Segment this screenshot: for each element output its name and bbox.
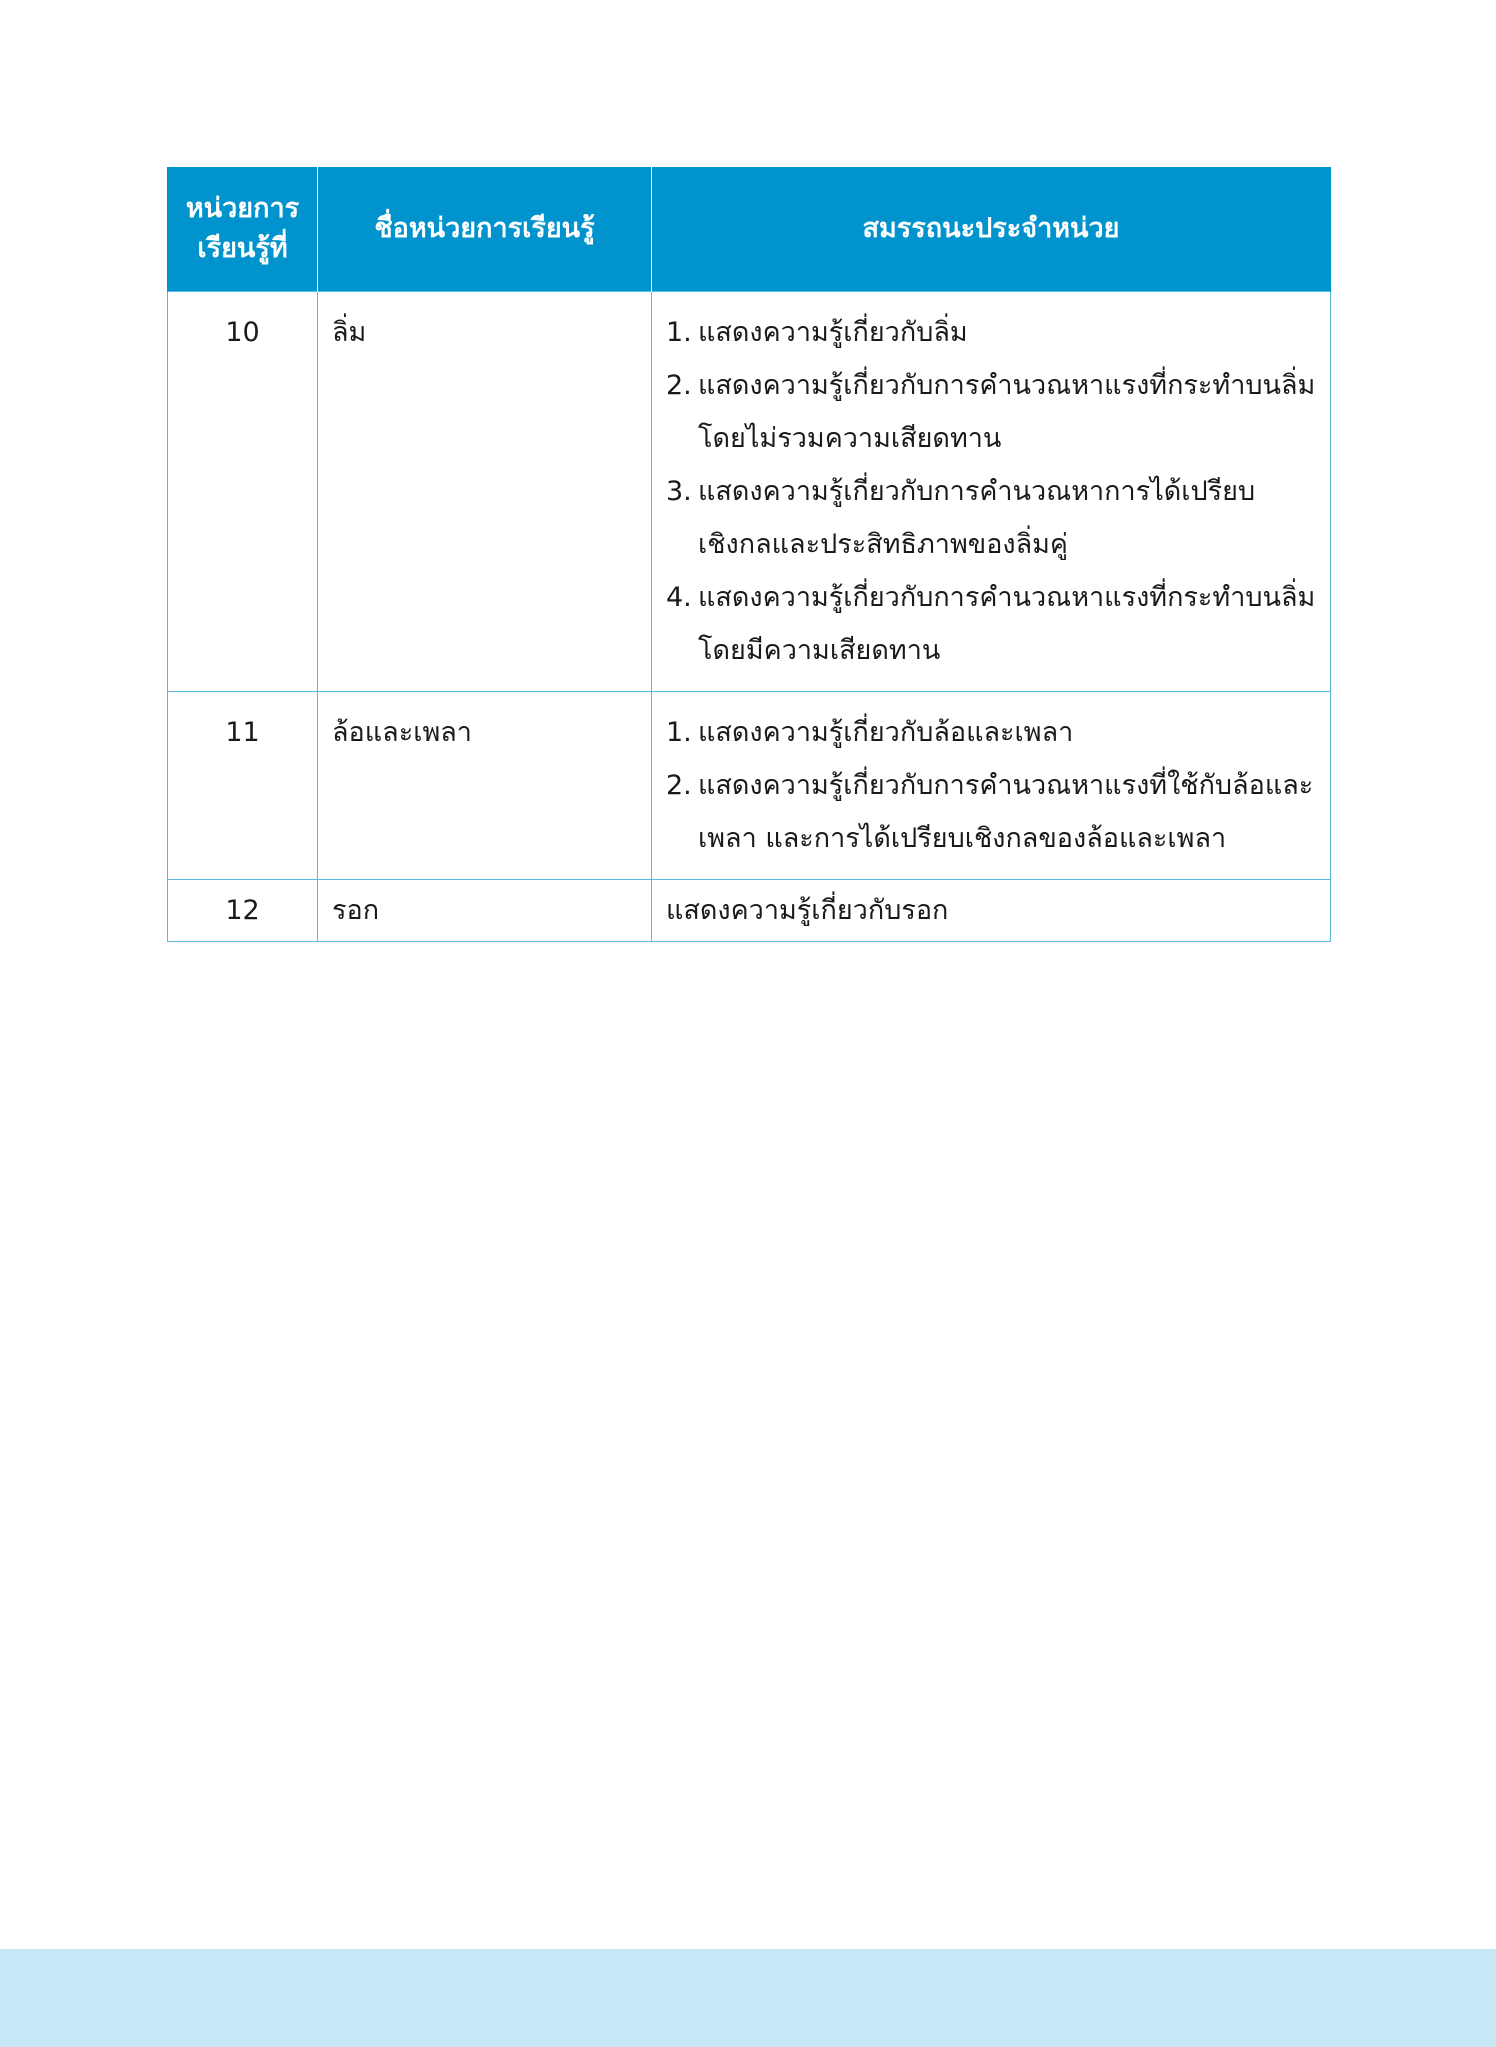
- list-item: [666, 465, 1316, 571]
- page-footer-band: [0, 1949, 1496, 2047]
- item-number: 4.: [666, 582, 692, 613]
- unit-number-cell: 11: [168, 692, 318, 880]
- competency-list: [666, 706, 1316, 865]
- unit-number-cell: 12: [168, 880, 318, 942]
- header-competency: สมรรถนะประจำหน่วย: [652, 167, 1331, 292]
- list-item: [666, 571, 1316, 677]
- unit-name-cell: ล้อและเพลา: [318, 692, 652, 880]
- list-item: [666, 706, 1316, 759]
- item-number: 3.: [666, 476, 692, 507]
- item-number: 1.: [666, 717, 692, 748]
- unit-name-cell: รอก: [318, 880, 652, 942]
- list-item: [666, 759, 1316, 865]
- competency-cell: [652, 292, 1331, 692]
- table-row: [168, 692, 1331, 880]
- item-text: แสดงความรู้เกี่ยวกับการคำนวณหาแรงที่กระทำบนลิ่มโดยมีความเสียดทาน: [698, 582, 1316, 666]
- list-item: [666, 359, 1316, 465]
- learning-units-table: [167, 167, 1331, 942]
- competency-cell: แสดงความรู้เกี่ยวกับรอก: [652, 880, 1331, 942]
- item-number: 1.: [666, 317, 692, 348]
- header-unit-name: ชื่อหน่วยการเรียนรู้: [318, 167, 652, 292]
- table-row: [168, 880, 1331, 942]
- item-text: แสดงความรู้เกี่ยวกับการคำนวณหาการได้เปรียบเชิงกลและประสิทธิภาพของลิ่มคู่: [698, 476, 1256, 560]
- item-text: แสดงความรู้เกี่ยวกับล้อและเพลา: [698, 717, 1074, 748]
- unit-name-cell: ลิ่ม: [318, 292, 652, 692]
- item-text: แสดงความรู้เกี่ยวกับการคำนวณหาแรงที่กระทำบนลิ่มโดยไม่รวมความเสียดทาน: [698, 370, 1316, 454]
- list-item: [666, 306, 1316, 359]
- item-number: 2.: [666, 770, 692, 801]
- item-text: แสดงความรู้เกี่ยวกับลิ่ม: [698, 317, 968, 348]
- item-number: 2.: [666, 370, 692, 401]
- competency-list: [666, 306, 1316, 677]
- competency-cell: [652, 692, 1331, 880]
- table-header-row: [168, 167, 1331, 292]
- unit-number-cell: 10: [168, 292, 318, 692]
- table-row: [168, 292, 1331, 692]
- item-text: แสดงความรู้เกี่ยวกับการคำนวณหาแรงที่ใช้กับล้อและเพลา และการได้เปรียบเชิงกลของล้อและเพลา: [698, 770, 1314, 854]
- header-unit-no: หน่วยการเรียนรู้ที่: [168, 167, 318, 292]
